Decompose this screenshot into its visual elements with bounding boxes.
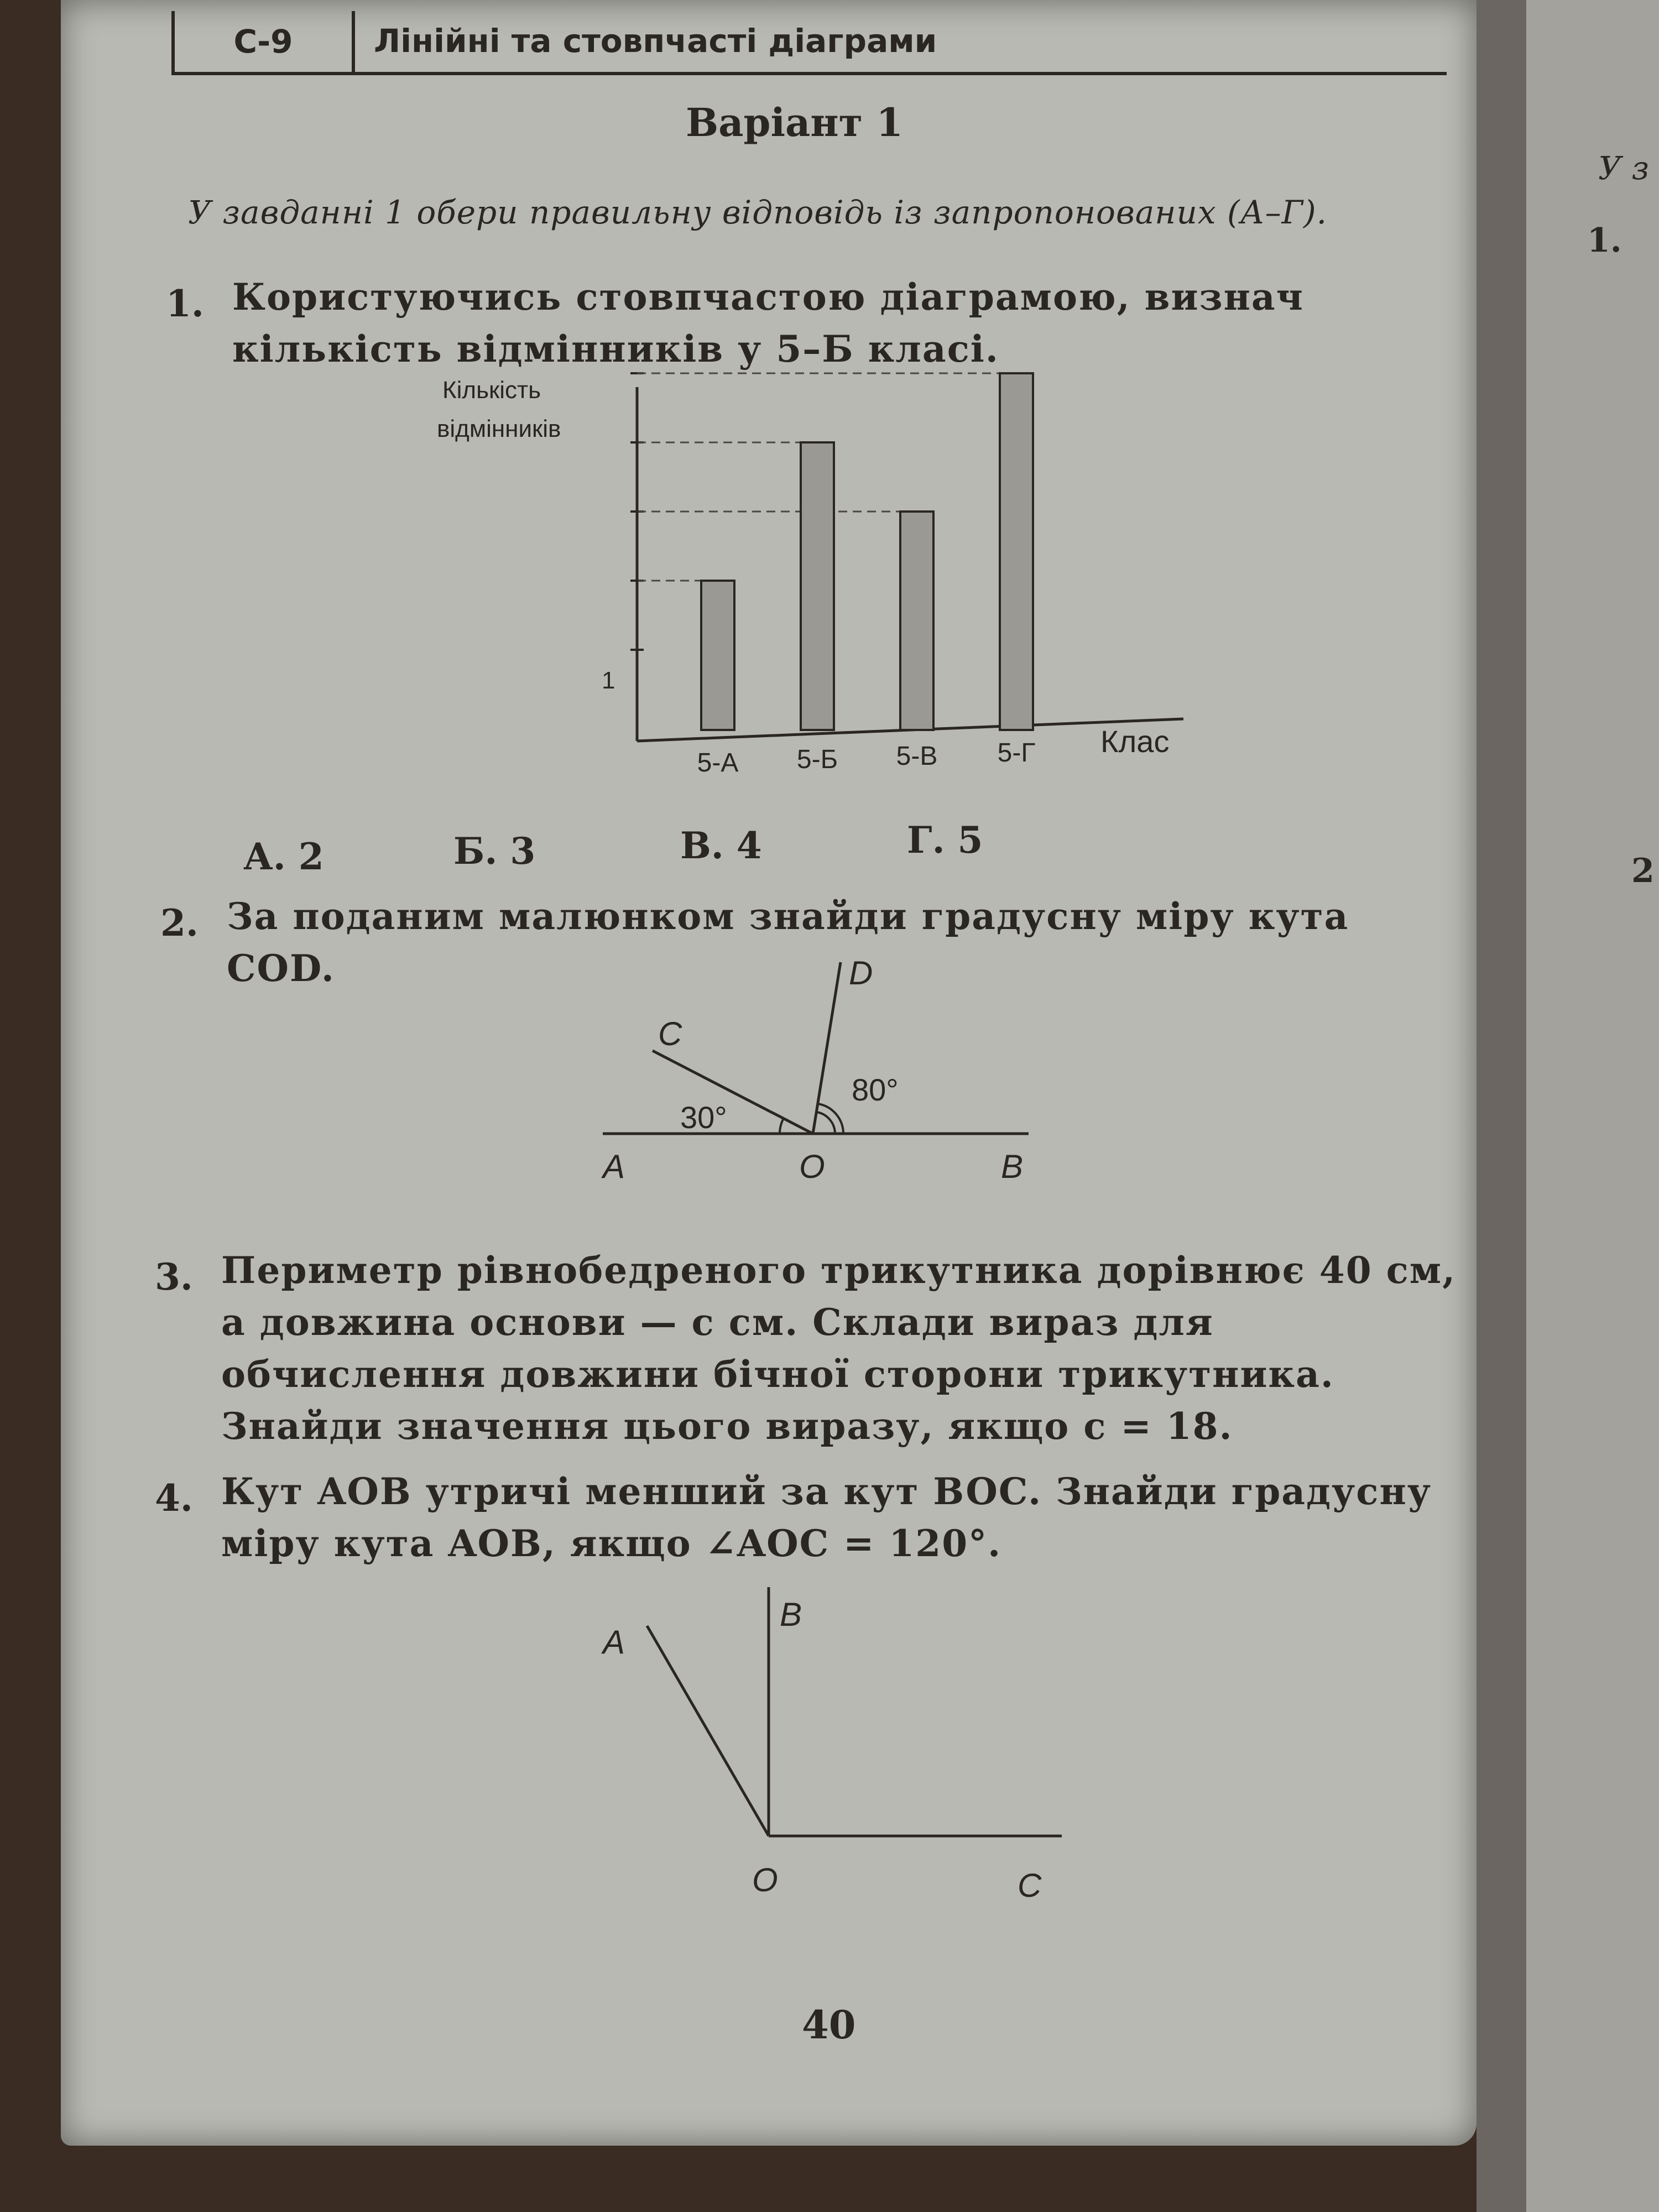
label-d: D	[849, 954, 873, 992]
label-o: O	[752, 1861, 778, 1898]
task-1-number: 1.	[166, 282, 204, 325]
next-page-task-1: 1.	[1587, 221, 1622, 260]
task-2-number: 2.	[160, 901, 199, 945]
angle-arc-dob	[818, 1104, 843, 1134]
x-tick-label: 5-Г	[997, 738, 1036, 768]
x-axis-label: Клас	[1100, 724, 1170, 759]
bar-5-Б	[801, 442, 834, 730]
option-a: А. 2	[243, 835, 324, 878]
label-b: B	[1001, 1148, 1024, 1185]
label-o: O	[799, 1148, 825, 1185]
angle-label-30: 30°	[680, 1100, 727, 1135]
angle-figure-cod	[597, 951, 1051, 1206]
bar-chart	[387, 365, 1228, 807]
x-tick-label: 5-Б	[796, 745, 838, 774]
x-tick-labels	[697, 738, 1036, 778]
instruction-text: У завданні 1 обери правильну відповідь із запропонованих (А–Г).	[188, 194, 1328, 231]
task-2-text: За поданим малюнком знайди градусну міру кута COD.	[227, 895, 1349, 990]
bar-5-В	[900, 512, 933, 730]
book-spine	[1477, 0, 1526, 2212]
bar-5-Г	[1000, 373, 1033, 730]
label-c: C	[658, 1015, 682, 1052]
label-c: C	[1018, 1867, 1042, 1904]
task-3-text: Периметр рівнобедреного трикутника дорівнює 40 см, а довжина основи — c см. Склади вираз для обчислення довжини бічної сторони трикутника. Знайди значення цього виразу, якщо c = 18.	[221, 1249, 1457, 1448]
option-d: Г. 5	[907, 818, 983, 862]
task-3-number: 3.	[155, 1255, 193, 1298]
section-title: Лінійні та стовпчасті діаграми	[374, 22, 937, 60]
label-a: A	[603, 1624, 625, 1661]
x-tick-label: 5-В	[896, 742, 938, 771]
angle-arc-aoc	[780, 1118, 784, 1134]
y-axis-label-line1: Кількість	[442, 377, 541, 404]
ray-od	[813, 962, 841, 1134]
angle-figure-aoc	[586, 1582, 1084, 1924]
ray-oc	[653, 1051, 813, 1134]
section-code: С-9	[175, 11, 355, 72]
chart-bars	[701, 373, 1033, 730]
next-page-task-2: 2	[1631, 852, 1655, 890]
page-number: 40	[802, 2002, 856, 2048]
label-a: A	[603, 1148, 625, 1185]
bar-5-А	[701, 581, 734, 730]
option-b: Б. 3	[453, 830, 536, 873]
label-b: B	[780, 1596, 802, 1633]
next-page-text: У з	[1598, 149, 1649, 187]
page-header	[171, 11, 1447, 75]
next-page-edge	[1526, 0, 1659, 2212]
task-4-number: 4.	[155, 1477, 193, 1520]
option-c: В. 4	[680, 824, 762, 867]
variant-title: Варіант 1	[686, 100, 904, 145]
angle-arc-dob-inner	[817, 1112, 835, 1134]
task-1-text: Користуючись стовпчастою діаграмою, визнач кількість відмінників у 5–Б класі.	[232, 275, 1304, 371]
x-tick-label: 5-А	[697, 748, 739, 778]
y-tick-label: 1	[602, 667, 615, 694]
angle-label-80: 80°	[852, 1072, 899, 1107]
y-axis-label-line2: відмінників	[437, 415, 561, 442]
ray-oa	[647, 1626, 769, 1836]
task-4-text: Кут AOB утричі менший за кут BOC. Знайди градусну міру кута AOB, якщо ∠AOC = 120°.	[221, 1470, 1432, 1565]
